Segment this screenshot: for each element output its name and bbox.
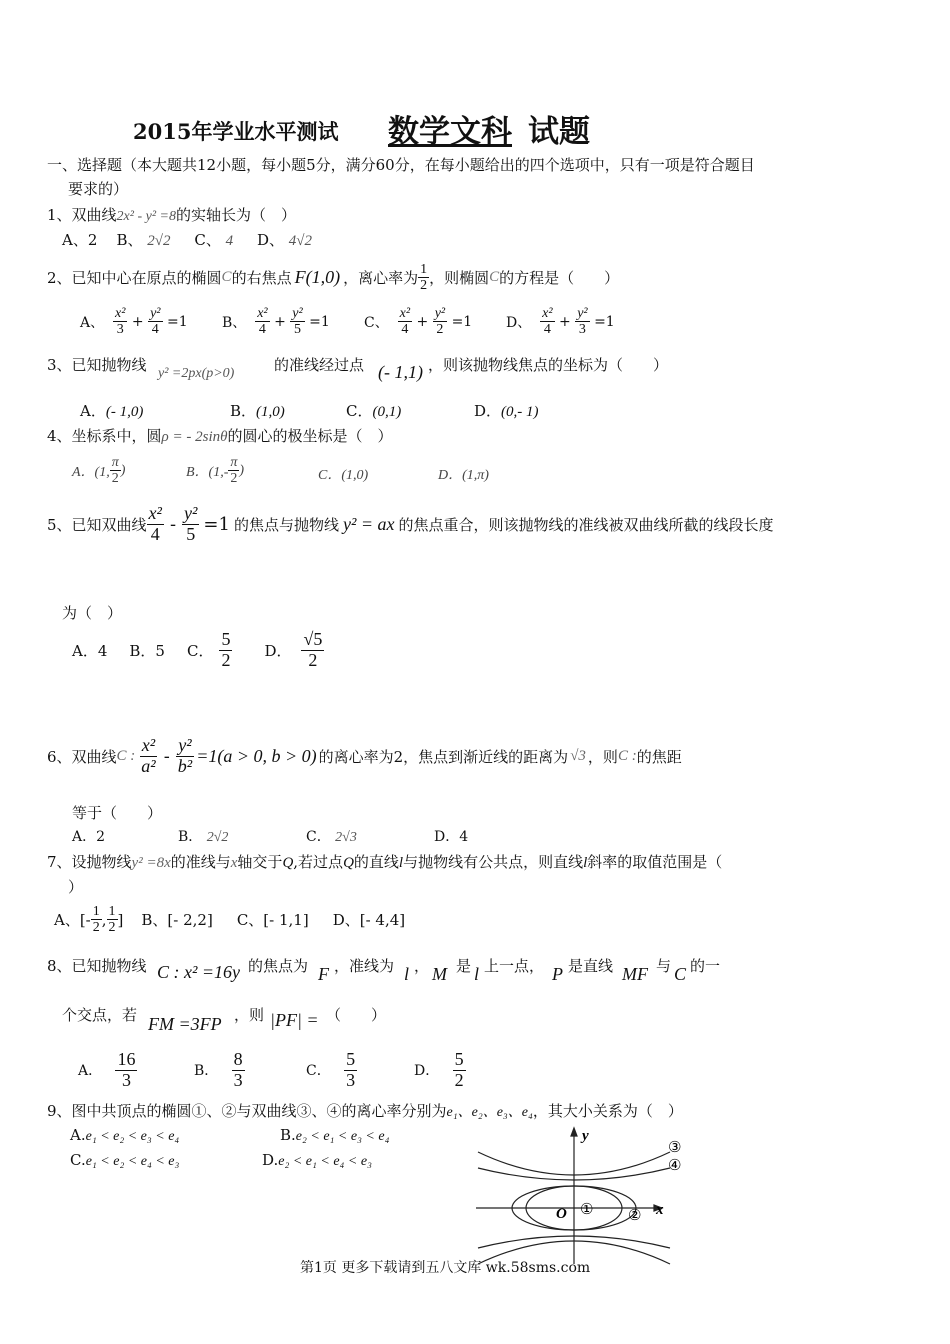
question-3-cont2: ，则该抛物线焦点的坐标为（ ） — [428, 356, 669, 374]
question-3-cont: 的准线经过点 — [274, 356, 365, 374]
question-2-option-d: D、 $\frac{\text{x²}}{4}$ + $\frac{\text{y²}}{3}$ =1 — [506, 306, 615, 338]
question-5-cont: 为（ ） — [62, 604, 123, 622]
question-8-PF: |PF| = — [270, 1010, 319, 1030]
question-6-option-b: B． 2√2 — [178, 829, 229, 845]
question-9-option-d: D.e₂ < e₁ < e₄ < e₃ — [262, 1151, 372, 1169]
question-8-line2c: （ ） — [326, 1006, 387, 1024]
question-4: 4、坐标系中，圆ρ = - 2sinθ的圆心的极坐标是（ ） — [47, 427, 393, 445]
question-8-cont5: 上一点， — [484, 957, 545, 975]
question-8-option-b: B． $\frac{8}{3}$ — [194, 1049, 243, 1090]
question-1-options: A、2 B、 2√2 C、 4 D、 4√2 — [62, 231, 313, 249]
y-axis-arrow — [571, 1128, 577, 1136]
fraction: $\frac{1}{2}$ — [420, 262, 428, 294]
question-1: 1、双曲线2x² - y² =8的实轴长为（ ） — [47, 206, 296, 224]
question-3-option-d: D．(0,- 1) — [474, 402, 539, 420]
question-8-equation: C : x² =16y — [157, 962, 241, 982]
x-axis-label: x — [656, 1202, 664, 1218]
question-8-F: F — [318, 964, 329, 984]
question-5-options: A．4 B．5 C． $\frac{5}{2}$ D． $\frac{√5}{2}$ — [72, 629, 323, 670]
question-8-C: C — [674, 964, 687, 984]
question-8-cont3: ， — [414, 957, 430, 975]
question-8-M: M — [432, 964, 447, 984]
conic-figure — [470, 1122, 700, 1272]
question-2-option-b: B、 $\frac{\text{x²}}{4}$ + $\frac{\text{y²}}{5}$ =1 — [222, 306, 330, 338]
y-axis-label: y — [582, 1128, 589, 1144]
question-2-option-a: A、 $\frac{\text{x²}}{3}$ + $\frac{\text{y²}}{4}$ =1 — [80, 306, 188, 338]
question-9-option-c: C.e₁ < e₂ < e₄ < e₃ — [70, 1151, 180, 1169]
section-heading: 一、选择题（本大题共12小题，每小题5分，满分60分，在每小题给出的四个选项中，只有一项是符合题目 — [47, 156, 755, 174]
question-8-option-c: C． $\frac{5}{3}$ — [306, 1049, 356, 1090]
question-8: 8、已知抛物线 — [47, 957, 147, 975]
question-8-cont2: ，准线为 — [334, 957, 395, 975]
question-6-option-c: C． 2√3 — [306, 829, 357, 845]
question-8-cont8: 的一 — [690, 957, 721, 975]
question-8-l2: l — [474, 964, 480, 984]
question-8-l: l — [404, 964, 410, 984]
section-heading-cont: 要求的） — [68, 180, 129, 198]
question-9: 9、图中共顶点的椭圆①、②与双曲线③、④的离心率分别为e₁、e₂、e₃、e₄，其大小关系为（ ） — [47, 1102, 683, 1120]
question-2: 2、已知中心在原点的椭圆 C 的右焦点 F(1,0) ，离心率为 $\frac{1}{2}$ ，则椭圆 C 的方程是（ ） — [47, 262, 620, 294]
question-8-cont4: 是 — [456, 957, 472, 975]
question-8-option-d: D． $\frac{5}{2}$ — [414, 1049, 464, 1090]
question-8-line2b: ，则 — [234, 1006, 265, 1024]
question-3-option-b: B．(1,0) — [230, 402, 285, 420]
question-8-line2: 个交点，若 — [62, 1006, 138, 1024]
question-3-point: (- 1,1) — [378, 362, 423, 382]
question-8-cont6: 是直线 — [568, 957, 614, 975]
question-6-options: A．2 — [72, 829, 106, 845]
question-6-option-d: D．4 — [434, 829, 469, 845]
curve-label-4: ④ — [668, 1156, 682, 1174]
question-3-equation: y² =2px(p>0) — [158, 366, 235, 381]
question-4-option-d: D．(1,π) — [438, 468, 489, 483]
question-8-cont7: 与 — [656, 957, 672, 975]
question-8-option-a: A． $\frac{16}{3}$ — [78, 1049, 136, 1090]
question-6: 6、双曲线 C : $\frac{\text{x²}}{\text{a²}}$ - $\frac{\text{y²}}{\text{b²}}$ =1(a > 0, b > 0) 的离心率为2，焦点到渐近线的距离为 √3 ，则 C : 的焦距 — [47, 735, 682, 776]
question-8-equation2: FM =3FP — [148, 1014, 222, 1034]
question-4-option-a: A．(1, $\frac{\pi}{2}$ ) — [72, 455, 126, 487]
question-7: 7、设抛物线y² =8x的准线与x轴交于Q,若过点Q的直线l与抛物线有公共点，则直线l斜率的取值范围是（ — [47, 853, 723, 871]
question-3: 3、已知抛物线 — [47, 356, 147, 374]
page-title-subject: 数学文科 — [388, 114, 512, 150]
page-footer: 第1页 更多下载请到五八文库 wk.58sms.com — [300, 1260, 591, 1276]
curve-label-3: ③ — [668, 1138, 682, 1156]
question-9-option-a: A.e₁ < e₂ < e₃ < e₄ — [70, 1126, 180, 1144]
question-3-options: A．(- 1,0) — [80, 402, 144, 420]
question-7-options: A、[- $\frac{1}{2}$ , $\frac{1}{2}$ ] B、[- 2,2] C、[- 1,1] D、[- 4,4] — [54, 904, 406, 936]
origin-label: O — [556, 1206, 567, 1222]
question-7-cont: ） — [68, 878, 84, 896]
question-3-option-c: C．(0,1) — [346, 402, 402, 420]
question-4-option-b: B．(1,- $\frac{\pi}{2}$ ) — [186, 455, 245, 487]
curve-label-2: ② — [628, 1206, 642, 1224]
question-4-option-c: C．(1,0) — [318, 468, 369, 483]
question-8-P: P — [552, 964, 563, 984]
question-5: 5、已知双曲线 $\frac{\text{x²}}{4}$ - $\frac{\text{y²}}{5}$ =1 的焦点与抛物线 y² = ax 的焦点重合，则该抛物线的准线被双曲线所截的线段长度 — [47, 503, 774, 544]
question-9-option-b: B.e₂ < e₁ < e₃ < e₄ — [280, 1126, 390, 1144]
page-title-suffix: 试题 — [528, 114, 590, 150]
question-8-cont: 的焦点为 — [248, 957, 309, 975]
curve-label-1: ① — [580, 1200, 594, 1218]
question-8-MF: MF — [622, 964, 648, 984]
question-6-cont: 等于（ ） — [72, 804, 163, 822]
question-2-option-c: C、 $\frac{\text{x²}}{4}$ + $\frac{\text{y²}}{2}$ =1 — [364, 306, 473, 338]
page-title-prefix: 2015年学业水平测试 — [133, 119, 339, 144]
